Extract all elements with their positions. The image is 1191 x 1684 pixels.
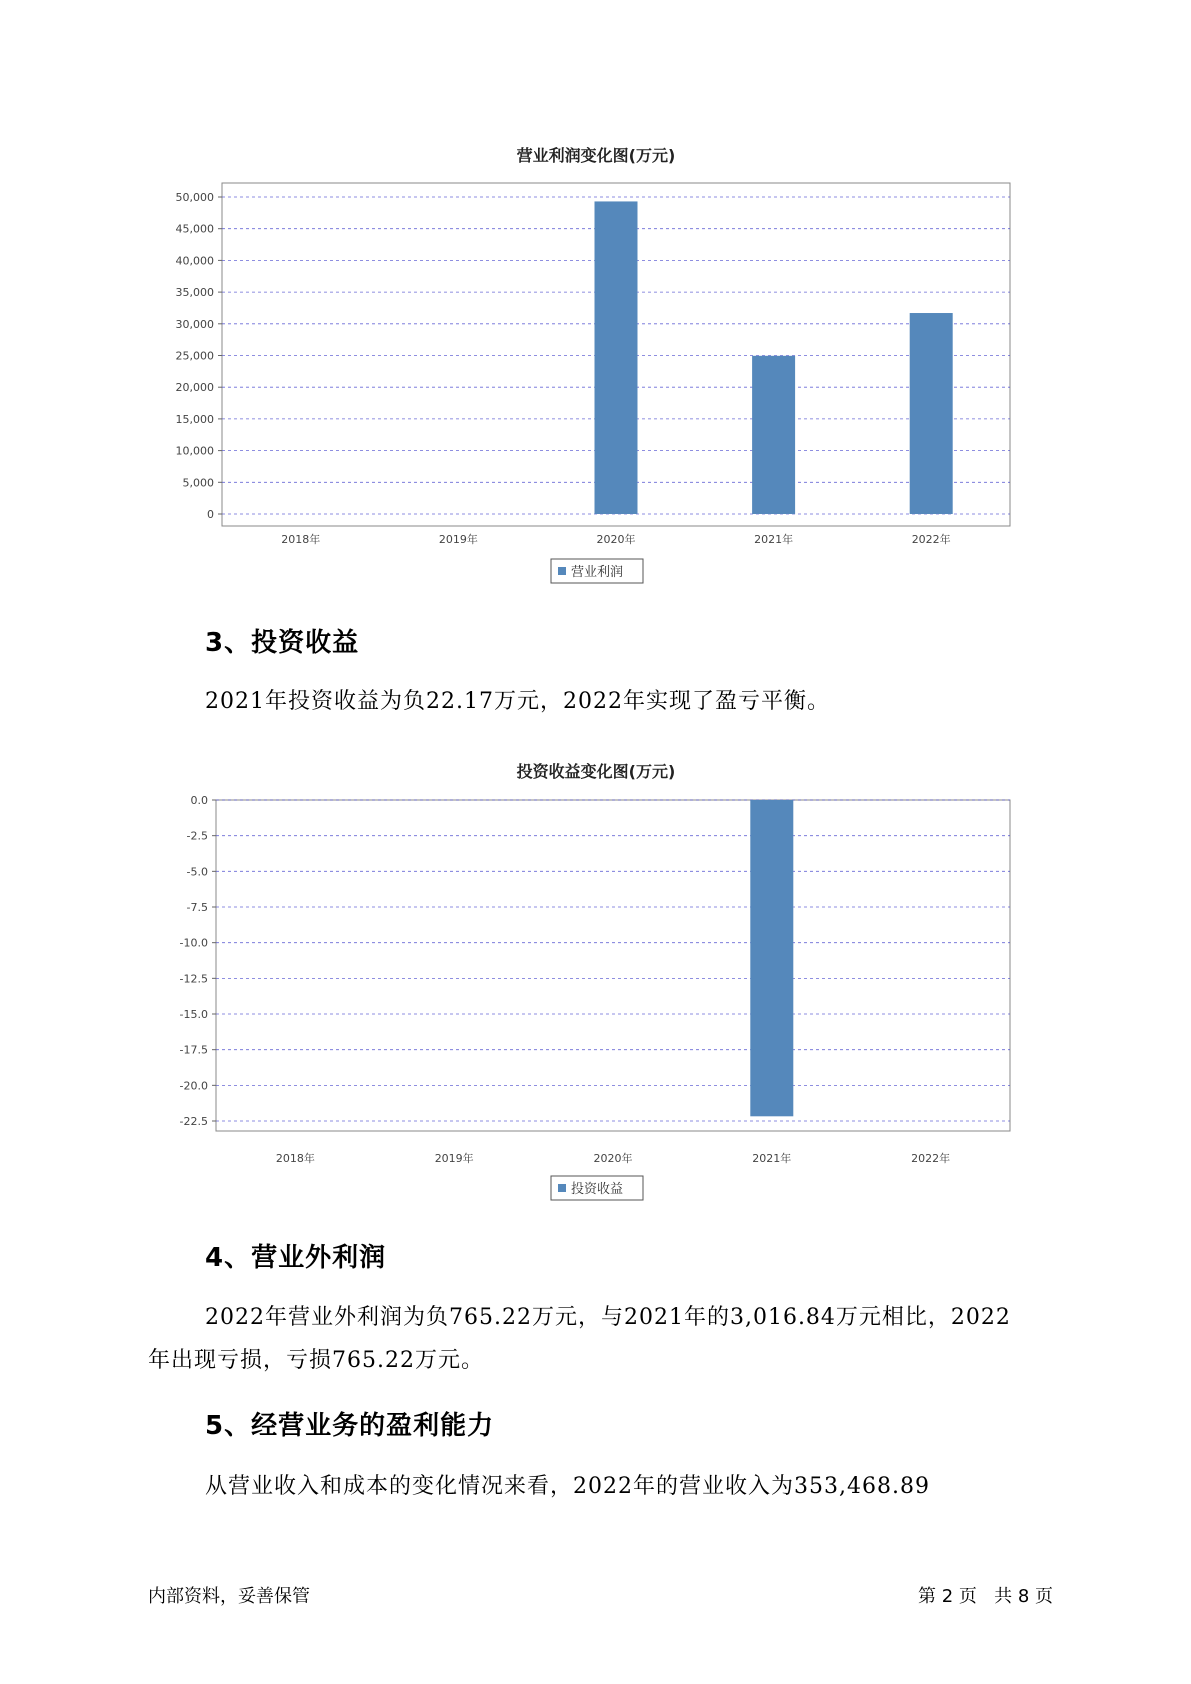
- legend: [551, 1176, 643, 1200]
- bar: [752, 356, 795, 514]
- y-tick-label: 0.0: [190, 794, 208, 807]
- footer-page-number: 第 2 页 共 8 页: [918, 1586, 1053, 1607]
- legend-swatch: [558, 567, 566, 575]
- y-tick-label: 25,000: [175, 349, 214, 363]
- section-4-text-line1: 2022年营业外利润为负765.22万元，与2021年的3,016.84万元相比，2022: [205, 1305, 1011, 1330]
- legend: [551, 559, 643, 583]
- section-5-heading: 5、经营业务的盈利能力: [205, 1411, 495, 1441]
- chart-title: 营业利润变化图(万元): [516, 146, 676, 165]
- footer-confidential-note: 内部资料，妥善保管: [148, 1586, 310, 1607]
- x-tick-label: 2022年: [911, 533, 951, 546]
- y-tick-label: -17.5: [179, 1043, 208, 1057]
- plot-area: [216, 800, 1010, 1131]
- section-5-text: 从营业收入和成本的变化情况来看，2022年的营业收入为353,468.89: [205, 1474, 930, 1499]
- y-tick-label: 5,000: [182, 476, 214, 490]
- section-4-text-line2: 年出现亏损，亏损765.22万元。: [148, 1348, 484, 1373]
- legend-swatch: [558, 1184, 566, 1192]
- y-tick-label: -2.5: [186, 829, 208, 843]
- chart-title: 投资收益变化图(万元): [516, 762, 676, 781]
- x-tick-label: 2019年: [438, 533, 478, 546]
- y-tick-label: 40,000: [175, 254, 214, 268]
- x-tick-label: 2021年: [752, 1152, 792, 1165]
- y-tick-label: -12.5: [179, 972, 208, 986]
- y-tick-label: 15,000: [175, 412, 214, 426]
- section-4-heading: 4、营业外利润: [205, 1243, 387, 1273]
- x-tick-label: 2022年: [911, 1152, 951, 1165]
- y-tick-label: -22.5: [179, 1115, 208, 1129]
- section-3-text: 2021年投资收益为负22.17万元，2022年实现了盈亏平衡。: [205, 689, 830, 714]
- operating-profit-chart: [176, 146, 1011, 583]
- y-tick-label: 35,000: [175, 286, 214, 300]
- x-tick-label: 2020年: [596, 533, 636, 546]
- y-tick-label: 0: [207, 508, 214, 521]
- x-tick-label: 2020年: [593, 1152, 633, 1165]
- y-tick-label: -20.0: [179, 1079, 208, 1093]
- x-tick-label: 2021年: [754, 533, 794, 546]
- investment-income-chart: [180, 762, 1010, 1200]
- y-tick-label: -10.0: [179, 936, 208, 950]
- legend-label: 营业利润: [571, 565, 624, 580]
- x-tick-label: 2018年: [275, 1152, 315, 1165]
- y-tick-label: 30,000: [175, 317, 214, 331]
- y-tick-label: -5.0: [186, 865, 208, 879]
- section-3-heading: 3、投资收益: [205, 628, 360, 658]
- y-tick-label: 50,000: [175, 191, 214, 204]
- y-tick-label: -15.0: [179, 1008, 208, 1022]
- bar: [750, 800, 793, 1116]
- x-tick-label: 2019年: [434, 1152, 474, 1165]
- legend-label: 投资收益: [571, 1182, 624, 1197]
- bar: [595, 201, 638, 514]
- y-tick-label: 20,000: [175, 381, 214, 395]
- bar: [910, 313, 953, 514]
- x-tick-label: 2018年: [281, 533, 321, 546]
- y-tick-label: -7.5: [186, 901, 208, 915]
- y-tick-label: 10,000: [175, 444, 214, 458]
- y-tick-label: 45,000: [175, 222, 214, 236]
